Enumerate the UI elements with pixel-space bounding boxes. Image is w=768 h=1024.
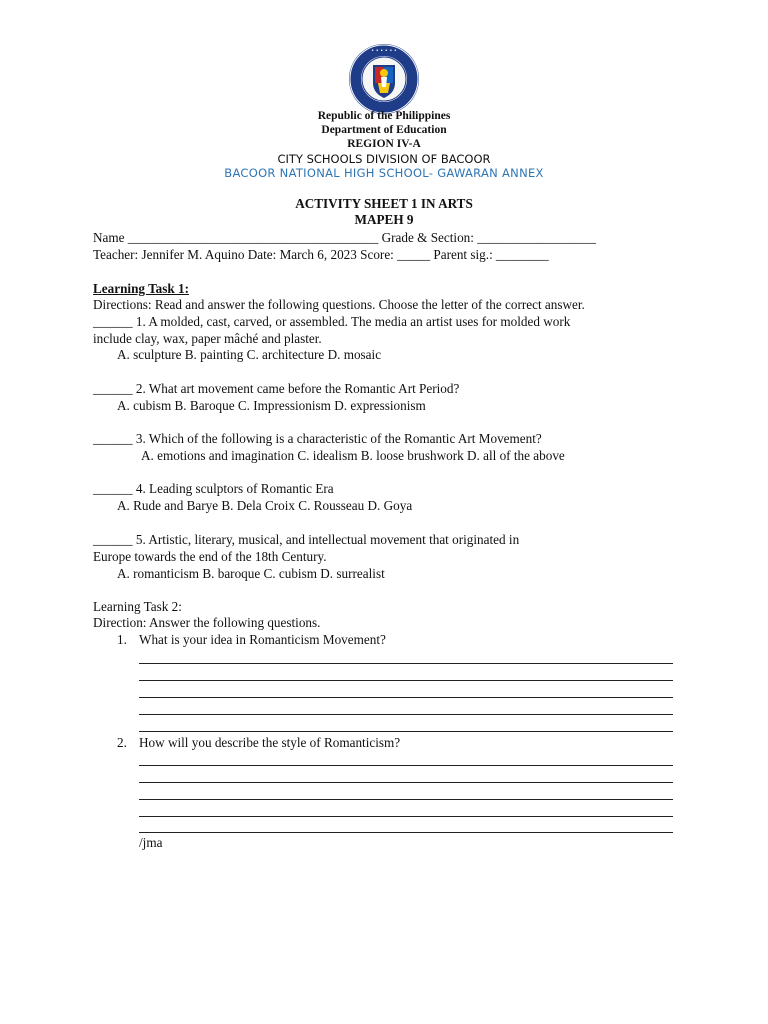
teacher-date-score-row: Teacher: Jennifer M. Aquino Date: March 6, 2023 Score: _____ Parent sig.: ________	[93, 247, 549, 262]
answer-line[interactable]	[139, 697, 673, 698]
answer-line[interactable]	[139, 714, 673, 715]
answer-line[interactable]	[139, 799, 673, 800]
question-4-choices: A. Rude and Barye B. Dela Croix C. Rousseau D. Goya	[117, 498, 413, 513]
answer-line[interactable]	[139, 832, 673, 833]
division-line: CITY SCHOOLS DIVISION OF BACOOR	[277, 152, 491, 166]
task2-q1-number: 1.	[117, 632, 127, 647]
answer-line[interactable]	[139, 816, 673, 817]
answer-line[interactable]	[139, 680, 673, 681]
task1-heading: Learning Task 1:	[93, 281, 190, 296]
answer-line[interactable]	[139, 731, 673, 732]
question-3: ______ 3. Which of the following is a characteristic of the Romantic Art Movement?	[93, 431, 542, 446]
task2-heading: Learning Task 2:	[93, 599, 182, 614]
activity-title: ACTIVITY SHEET 1 IN ARTS	[295, 196, 473, 211]
task2-q2-number: 2.	[117, 735, 127, 750]
question-1-choices: A. sculpture B. painting C. architecture D. mosaic	[117, 347, 382, 362]
region-line: REGION IV-A	[347, 138, 421, 150]
question-2: ______ 2. What art movement came before the Romantic Art Period?	[93, 381, 460, 396]
answer-line[interactable]	[139, 663, 673, 664]
author-initials: /jma	[139, 835, 163, 850]
question-3-choices: A. emotions and imagination C. idealism B. loose brushwork D. all of the above	[141, 448, 565, 463]
question-1-continued: include clay, wax, paper mâché and plaster.	[93, 331, 322, 346]
answer-line[interactable]	[139, 765, 673, 766]
school-line: BACOOR NATIONAL HIGH SCHOOL- GAWARAN ANNEX	[224, 166, 544, 180]
task2-q2-text: How will you describe the style of Romanticism?	[139, 735, 401, 750]
task2-q1-text: What is your idea in Romanticism Movement?	[139, 632, 386, 647]
subject-title: MAPEH 9	[354, 212, 414, 227]
question-1: ______ 1. A molded, cast, carved, or assembled. The media an artist uses for molded work	[93, 314, 571, 329]
task1-directions: Directions: Read and answer the following questions. Choose the letter of the correct answer.	[93, 297, 585, 312]
question-5-continued: Europe towards the end of the 18th Century.	[93, 549, 327, 564]
deped-seal-logo	[348, 43, 420, 115]
question-4: ______ 4. Leading sculptors of Romantic Era	[93, 481, 334, 496]
question-2-choices: A. cubism B. Baroque C. Impressionism D. expressionism	[117, 398, 426, 413]
answer-line[interactable]	[139, 782, 673, 783]
department-line: Department of Education	[321, 124, 447, 136]
country-line: Republic of the Philippines	[317, 110, 451, 122]
question-5-choices: A. romanticism B. baroque C. cubism D. surrealist	[117, 566, 385, 581]
question-5: ______ 5. Artistic, literary, musical, and intellectual movement that originated in	[93, 532, 520, 547]
task2-direction: Direction: Answer the following questions.	[93, 615, 321, 630]
svg-text:• • • • • •: • • • • • •	[371, 48, 397, 54]
name-grade-row[interactable]: Name ______________________________________ Grade & Section: __________________	[93, 230, 596, 245]
